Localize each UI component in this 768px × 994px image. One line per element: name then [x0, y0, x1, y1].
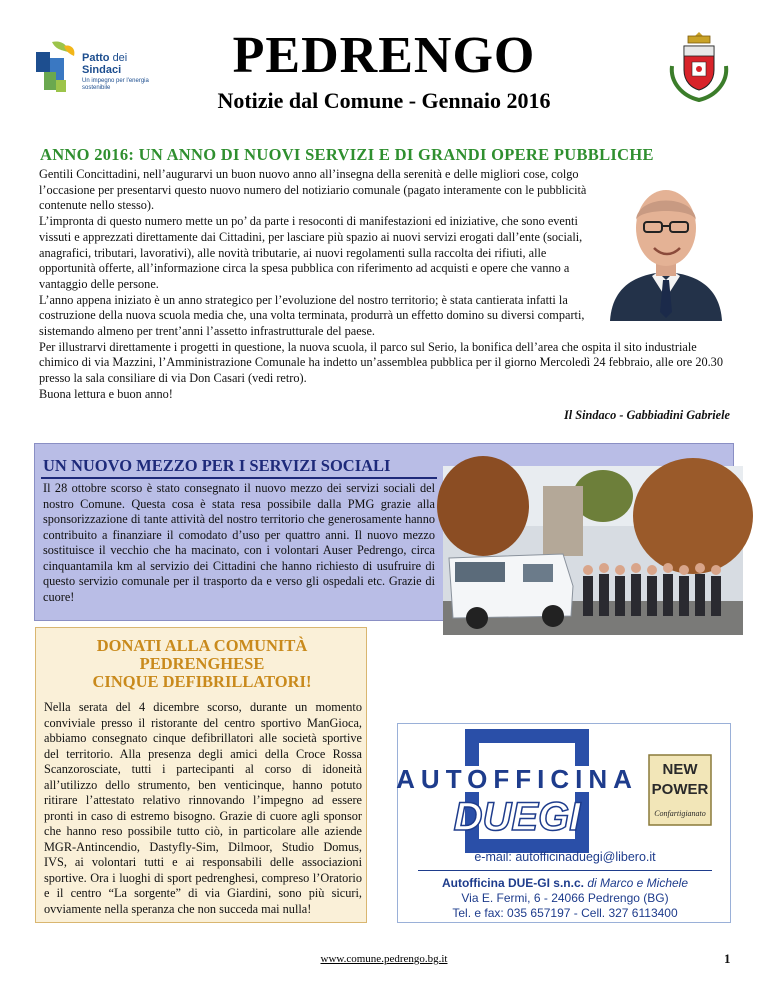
autofficina-duegi-logo — [396, 734, 638, 849]
main-article-paragraph: L’anno appena iniziato è un anno strategico per l’evoluzione del nostro territorio; è stata cantierata infatti la costruzione della nuova scuola media che, una volta terminata, produrrà un effetto domino su diversi comparti, sistemando almeno per trent’anni l’assetto infrastrutturale del paese. — [39, 292, 585, 339]
new-power-badge — [648, 754, 712, 826]
main-article-paragraph: L’impronta di questo numero mette un po’ da parte i resoconti di manifestazioni ed iniziative, che sono eventi vissuti e apprezzati direttamente dai Cittadini, per lasciare più spazio ai nuovi servizi erogati dall’ente (sociali, anagrafici, tributari, lavorativi), alle novità tributarie, ai nuovi regolamenti sulla raccolta dei rifiuti, alle opportunità offerte, all’informazione circa la spesa pubblica con riferimento ad acquisti e opere che vanno a vantaggio delle persone. — [39, 214, 583, 291]
social-services-headline: UN NUOVO MEZZO PER I SERVIZI SOCIALI — [43, 456, 391, 475]
ad-separator — [418, 870, 712, 871]
van-group-photo — [443, 466, 743, 635]
social-services-text: Il 28 ottobre scorso è stato consegnato il nuovo mezzo dei servizi sociali del nostro Comune. Questa cosa è stata resa possibile dalla PMG grazie alla sponsorizzazione di tante attività del nostro territorio che generosamente hanno contribuito a finanziare il comodato d’uso per quattro anni. Il nuovo mezzo sostituisce il vecchio che ha macinato, con i volontari Auser Pedrengo, circa cinquantamila km al servizio dei Cittadini che hanno richiesto di usufruire di questo servizio comunale per il trasporto da e verso gli ospedali etc. Grazie di cuore! — [43, 481, 435, 604]
page-number: 1 — [724, 951, 731, 966]
patto-logo-line1b: dei — [112, 52, 128, 64]
defibrillators-headline: DONATI ALLA COMUNITÀ PEDRENGHESE CINQUE DEFIBRILLATORI! — [92, 636, 312, 691]
main-article-paragraph: Gentili Concittadini, nell’augurarvi un buon nuovo anno all’insegna della serenità e delle migliori cose, colgo l’occasione per presentarvi questo nuovo numero del notiziario comunale (pagato interamente con le pubblicità contenute nello stesso). — [39, 167, 587, 213]
ad-address: Via E. Fermi, 6 - 24066 Pedrengo (BG) — [461, 891, 669, 905]
masthead-title: PEDRENGO — [232, 27, 536, 84]
svg-text:NEW: NEW — [662, 761, 698, 778]
svg-text:Confartigianato: Confartigianato — [654, 809, 706, 818]
patto-logo-line2: Sindaci — [82, 64, 122, 76]
defibrillators-box — [35, 627, 367, 923]
main-article-headline: ANNO 2016: UN ANNO DI NUOVI SERVIZI E DI GRANDI OPERE PUBBLICHE — [40, 145, 654, 164]
footer-website-link[interactable]: www.comune.pedrengo.bg.it — [320, 953, 448, 965]
ad-phone: Tel. e fax: 035 657197 - Cell. 327 6113400 — [452, 906, 678, 920]
coat-of-arms-icon — [664, 30, 734, 104]
autofficina-advertisement — [397, 723, 731, 923]
autofficina-logo-bottom: DUEGI — [453, 795, 581, 839]
patto-logo-tagline: Un impegno per l'energia sostenibile — [82, 78, 149, 91]
patto-logo-line1: Patto — [82, 52, 110, 64]
social-services-rule — [41, 477, 437, 479]
ad-company: Autofficina DUE-GI s.n.c. di Marco e Michele — [441, 876, 689, 890]
masthead-subtitle: Notizie dal Comune - Gennaio 2016 — [217, 88, 551, 113]
defibrillators-text: Nella serata del 4 dicembre scorso, durante un momento conviviale presso il ristorante del centro sportivo ManGioca, abbiamo consegnato cinque defibrillatori alle società sportive del territorio. Alla presenza degli amici della Croce Rossa Scanzorosciate, tutti i partecipanti al corso di idoneità all’utilizzo dello strumento, ben venticinque, hanno potuto ritirare l’attestato relativo rinnovando l’impegno ad essere pronti in caso di estremo bisogno. Grazie di cuore agli sponsor che hanno reso possibile tutto ciò, in particolare alle aziende MGR-Antincendio, Dastyfly-Sim, Dilmoor, Studio Domus, IVS, ai volontari tutti e ai responsabili delle associazioni sportive. Ora i luoghi di sport pedrenghesi, compreso l’Oratorio e il centro “La sorgente” di via Giardini, sono più sicuri, ovviamente nella speranza che non succeda mai nulla! — [44, 700, 362, 916]
mayor-portrait-photo — [600, 176, 732, 321]
autofficina-logo-top: AUTOFFICINA — [396, 764, 638, 794]
svg-text:POWER: POWER — [651, 781, 709, 798]
ad-company-owners: di Marco e Michele — [587, 876, 689, 890]
main-article-paragraph: Buona lettura e buon anno! — [39, 386, 173, 401]
ad-email: e-mail: autofficinaduegi@libero.it — [474, 850, 656, 864]
main-article-paragraph: Per illustrarvi direttamente i progetti in questione, la nuova scuola, il parco sul Serio, la bonifica dell’area che ospita il sito industriale chimico di via Mazzini, l’Amministrazione Comunale ha indetto un’assemblea pubblica per il giorno Mercoledì 24 febbraio, alle ore 20.30 presso la sala consiliare di via Don Casari (vedi retro). — [39, 339, 723, 386]
mayor-signature: Il Sindaco - Gabbiadini Gabriele — [563, 408, 730, 422]
